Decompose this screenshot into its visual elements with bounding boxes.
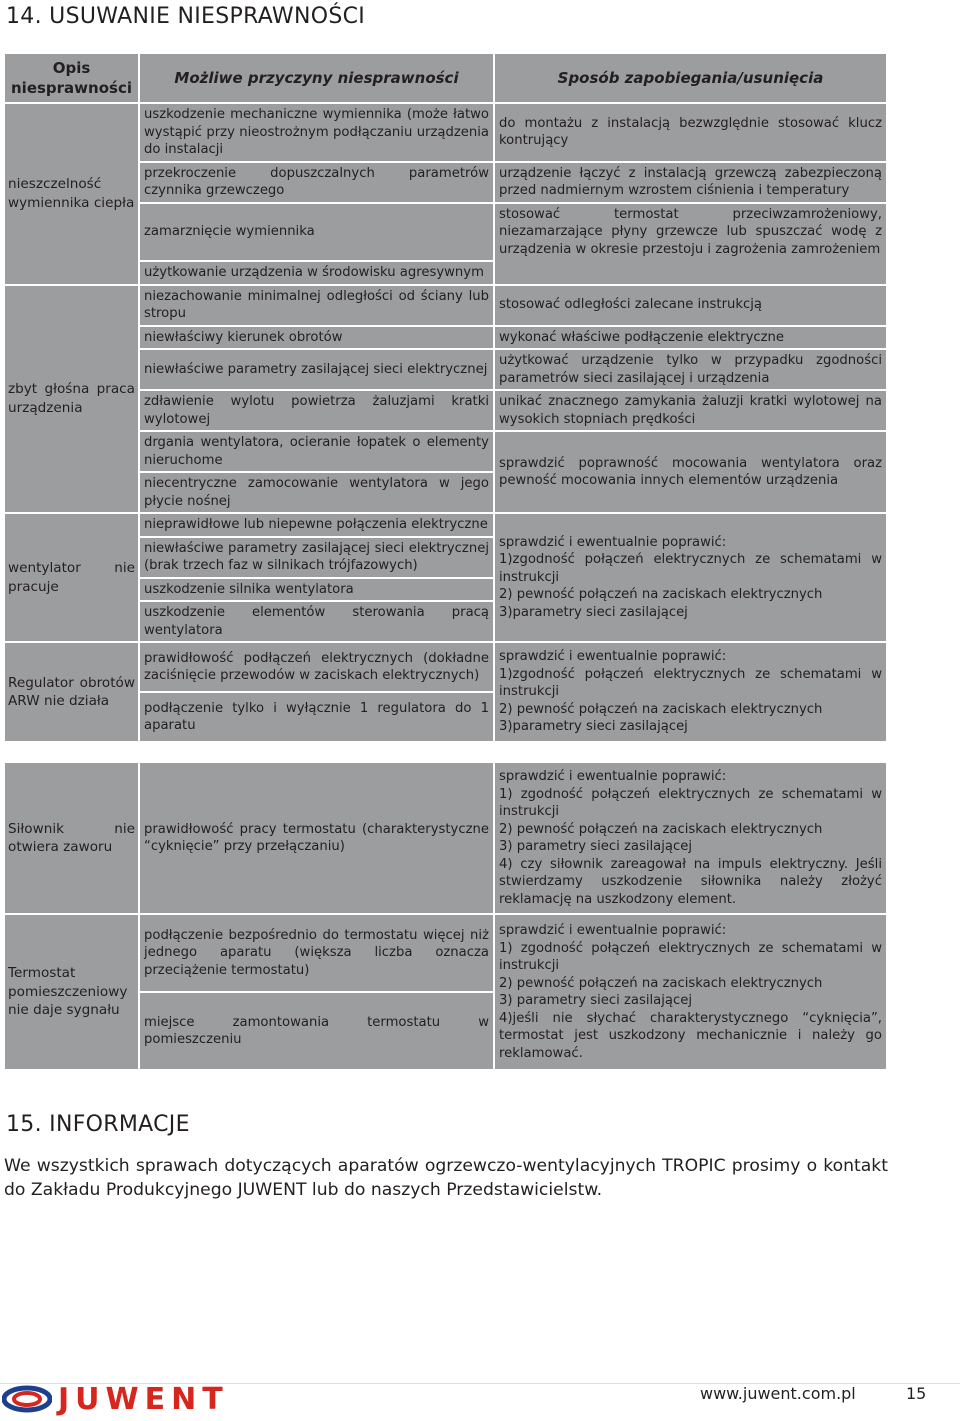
fault-description: zbyt głośna praca urządzenia — [5, 286, 138, 513]
header-sposob: Sposób zapobiegania/usunięcia — [495, 54, 886, 102]
info-paragraph: We wszystkich sprawach dotyczących aparatów ogrzewczo-wentylacyjnych TROPIC prosimy o kontakt do Zakładu Produkcyjnego JUWENT lub do naszych Przedstawicielstw. — [4, 1156, 888, 1200]
troubleshooting-table-wrap — [3, 52, 888, 1071]
footer-url[interactable]: www.juwent.com.pl — [700, 1384, 856, 1403]
cause-cell: uszkodzenie silnika wentylatora — [140, 579, 493, 601]
cause-cell: niewłaściwe parametry zasilającej sieci elektrycznej — [140, 350, 493, 389]
cause-cell: prawidłowość podłączeń elektrycznych (dokładne zaciśnięcie przewodów w zaciskach elektrycznych) — [140, 643, 493, 691]
juwent-logo-text: JUWENT — [58, 1381, 229, 1417]
table-spacer — [5, 743, 886, 761]
table-spacer-row — [5, 743, 886, 761]
header-opis: Opis niesprawności — [5, 54, 138, 102]
remedy-cell: użytkować urządzenie tylko w przypadku zgodności parametrów sieci zasilającej i urządzenia — [495, 350, 886, 389]
cause-cell: niewłaściwy kierunek obrotów — [140, 327, 493, 349]
remedy-cell: sprawdzić i ewentualnie poprawić: 1) zgodność połączeń elektrycznych ze schematami w instrukcji 2) pewność połączeń na zaciskach elektrycznych 3) parametry sieci zasilającej 4) czy siłownik zareagował na impuls elektryczny. Jeśli stwierdzamy uszkodzenie siłownika należy złożyć reklamację na uszkodzony element. — [495, 763, 886, 913]
cause-cell: niezachowanie minimalnej odległości od ściany lub stropu — [140, 286, 493, 325]
fault-description: Termostat pomieszczeniowy nie daje sygnału — [5, 915, 138, 1069]
juwent-logo — [2, 1382, 229, 1416]
remedy-cell: stosować odległości zalecane instrukcją — [495, 286, 886, 325]
juwent-logo-icon — [2, 1384, 52, 1414]
cause-cell: niecentryczne zamocowanie wentylatora w jego płycie nośnej — [140, 473, 493, 512]
header-przyczyny: Możliwe przyczyny niesprawności — [140, 54, 493, 102]
troubleshooting-table — [3, 52, 888, 1071]
cause-cell: uszkodzenie elementów sterowania pracą wentylatora — [140, 602, 493, 641]
cause-cell: użytkowanie urządzenia w środowisku agresywnym — [140, 262, 493, 284]
remedy-cell: sprawdzić i ewentualnie poprawić: 1) zgodność połączeń elektrycznych ze schematami w instrukcji 2) pewność połączeń na zaciskach elektrycznych 3) parametry sieci zasilającej 4)jeśli nie słychać charakterystycznego “cyknięcia”, termostat jest uszkodzony mechanicznie i należy go reklamować. — [495, 915, 886, 1069]
cause-cell: zamarznięcie wymiennika — [140, 204, 493, 260]
table-row — [5, 514, 886, 536]
table-row — [5, 763, 886, 913]
page-number: 15 — [906, 1384, 927, 1403]
table-row — [5, 286, 886, 325]
table-row — [5, 643, 886, 691]
cause-cell: zdławienie wylotu powietrza żaluzjami kratki wylotowej — [140, 391, 493, 430]
remedy-cell: sprawdzić i ewentualnie poprawić: 1)zgodność połączeń elektrycznych ze schematami w instrukcji 2) pewność połączeń na zaciskach elektrycznych 3)parametry sieci zasilającej — [495, 643, 886, 741]
cause-cell: podłączenie tylko i wyłącznie 1 regulatora do 1 aparatu — [140, 693, 493, 741]
remedy-cell: stosować termostat przeciwzamrożeniowy, niezamarzające płyny grzewcze lub spuszczać wodę z urządzenia w okresie przestoju i zagrożenia zamrożeniem — [495, 204, 886, 284]
section-15-title: 15. INFORMACJE — [6, 1112, 190, 1137]
remedy-cell: wykonać właściwe podłączenie elektryczne — [495, 327, 886, 349]
cause-cell: miejsce zamontowania termostatu w pomieszczeniu — [140, 993, 493, 1069]
table-header-row — [5, 54, 886, 102]
cause-cell: drgania wentylatora, ocieranie łopatek o elementy nieruchome — [140, 432, 493, 471]
remedy-cell: sprawdzić poprawność mocowania wentylatora oraz pewność mocowania innych elementów urządzenia — [495, 432, 886, 512]
remedy-cell: sprawdzić i ewentualnie poprawić: 1)zgodność połączeń elektrycznych ze schematami w instrukcji 2) pewność połączeń na zaciskach elektrycznych 3)parametry sieci zasilającej — [495, 514, 886, 641]
table-row — [5, 915, 886, 991]
remedy-cell: do montażu z instalacją bezwzględnie stosować klucz kontrujący — [495, 104, 886, 161]
fault-description: Regulator obrotów ARW nie działa — [5, 643, 138, 741]
remedy-cell: urządzenie łączyć z instalacją grzewczą zabezpieczoną przed nadmiernym wzrostem ciśnienia i temperatury — [495, 163, 886, 202]
cause-cell: podłączenie bezpośrednio do termostatu więcej niż jednego aparatu (większa liczba oznacza przeciążenie termostatu) — [140, 915, 493, 991]
section-14-title: 14. USUWANIE NIESPRAWNOŚCI — [6, 4, 366, 29]
fault-description: nieszczelność wymiennika ciepła — [5, 104, 138, 284]
remedy-cell: unikać znacznego zamykania żaluzji kratki wylotowej na wysokich stopniach prędkości — [495, 391, 886, 430]
fault-description: Siłownik nie otwiera zaworu — [5, 763, 138, 913]
cause-cell: prawidłowość pracy termostatu (charakterystyczne “cyknięcie” przy przełączaniu) — [140, 763, 493, 913]
cause-cell: nieprawidłowe lub niepewne połączenia elektryczne — [140, 514, 493, 536]
fault-description: wentylator nie pracuje — [5, 514, 138, 641]
cause-cell: uszkodzenie mechaniczne wymiennika (może łatwo wystąpić przy nieostrożnym podłączaniu urządzenia do instalacji — [140, 104, 493, 161]
cause-cell: niewłaściwe parametry zasilającej sieci elektrycznej (brak trzech faz w silnikach trójfazowych) — [140, 538, 493, 577]
table-row — [5, 104, 886, 161]
cause-cell: przekroczenie dopuszczalnych parametrów czynnika grzewczego — [140, 163, 493, 202]
